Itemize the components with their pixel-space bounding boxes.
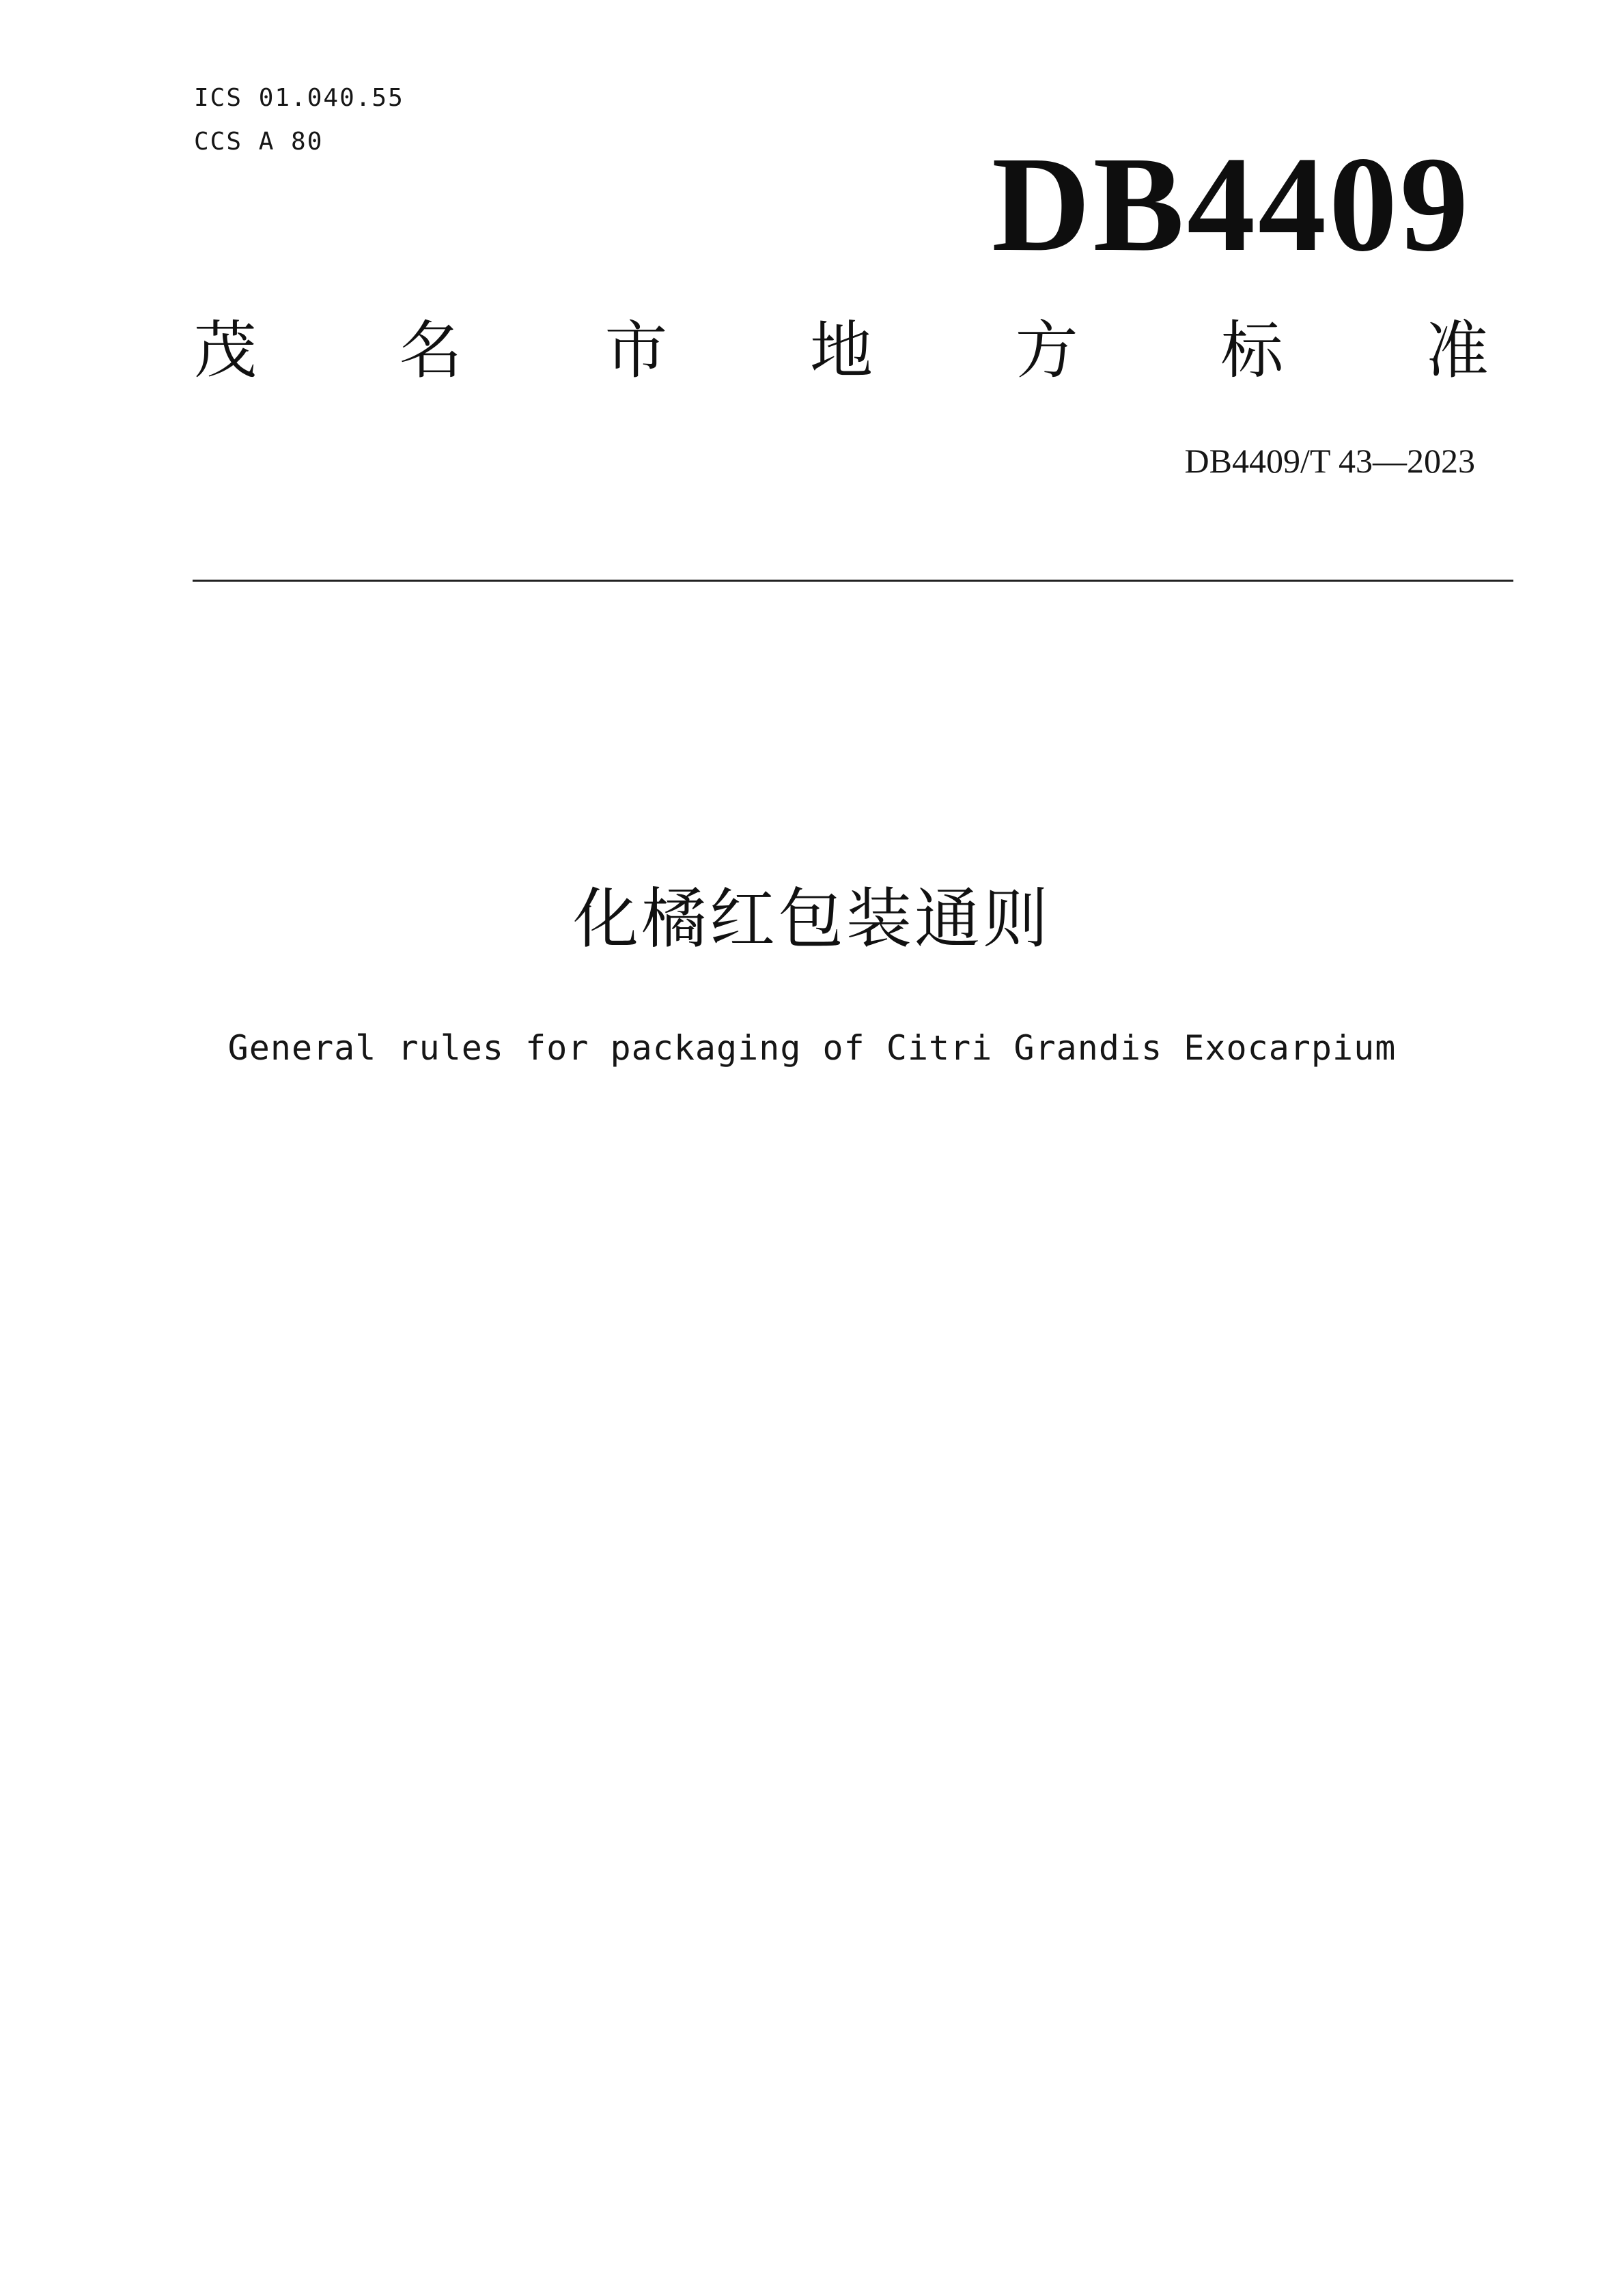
standard-type-char: 方 — [1015, 314, 1078, 387]
document-title-chinese: 化橘红包装通则 — [573, 881, 1051, 957]
standard-number: DB4409/T 43—2023 — [1184, 442, 1475, 480]
standard-type-char: 市 — [604, 314, 668, 387]
standard-type-char: 标 — [1220, 314, 1284, 387]
standard-type-char: 地 — [809, 314, 873, 387]
standard-type-char: 名 — [399, 314, 462, 387]
top-divider — [193, 580, 1513, 582]
ics-code: ICS 01.040.55 — [194, 84, 404, 112]
standard-type-char: 准 — [1425, 314, 1489, 387]
standard-series-logo: DB4409 — [992, 129, 1471, 280]
document-title-english: General rules for packaging of Citri Grandis Exocarpium — [227, 1028, 1397, 1068]
standard-type-char: 茂 — [194, 314, 257, 387]
ccs-code: CCS A 80 — [194, 128, 324, 156]
standard-type-heading — [194, 314, 1489, 387]
